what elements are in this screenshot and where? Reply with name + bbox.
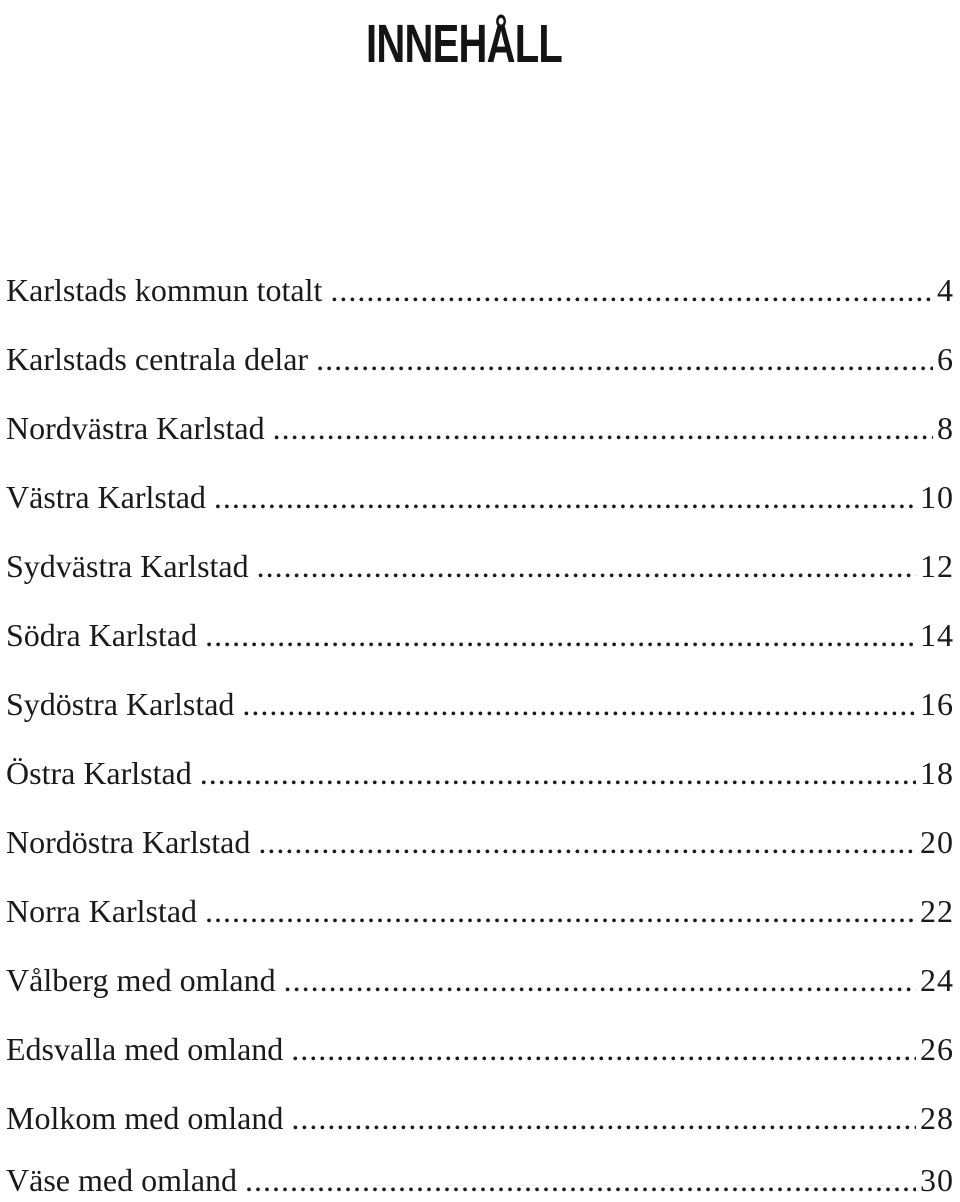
toc-entry-label: Karlstads centrala delar [6, 341, 309, 377]
toc-entry-page: 8 [937, 410, 954, 446]
toc-entry[interactable] [6, 1027, 954, 1071]
toc-entry-page: 12 [920, 548, 954, 584]
toc-entry[interactable] [6, 1158, 954, 1202]
toc-entry-label: Karlstads kommun totalt [6, 272, 323, 308]
toc-entry[interactable] [6, 889, 954, 933]
dot-leader [205, 889, 916, 933]
toc-entry-page: 16 [920, 686, 954, 722]
toc-entry-label: Molkom med omland [6, 1100, 284, 1136]
toc-entry-label: Västra Karlstad [6, 479, 206, 515]
dot-leader [242, 682, 916, 726]
toc-entry[interactable] [6, 268, 954, 312]
dot-leader [284, 958, 916, 1002]
dot-leader [330, 268, 933, 312]
toc-entry-page: 26 [920, 1031, 954, 1067]
toc-entry-page: 18 [920, 755, 954, 791]
toc-entry[interactable] [6, 682, 954, 726]
toc-entry-page: 28 [920, 1100, 954, 1136]
toc-entry-page: 20 [920, 824, 954, 860]
toc-entry-label: Sydöstra Karlstad [6, 686, 235, 722]
toc-entry-label: Södra Karlstad [6, 617, 198, 653]
toc-entry-page: 24 [920, 962, 954, 998]
toc-entry[interactable] [6, 406, 954, 450]
dot-leader [258, 820, 916, 864]
toc-entry-label: Östra Karlstad [6, 755, 192, 791]
toc-entry[interactable] [6, 475, 954, 519]
toc-entry[interactable] [6, 613, 954, 657]
dot-leader [291, 1027, 916, 1071]
toc-entry[interactable] [6, 337, 954, 381]
dot-leader [273, 406, 933, 450]
toc-entry-page: 4 [937, 272, 954, 308]
toc-entry-page: 14 [920, 617, 954, 653]
page-title: INNEHÅLL [366, 14, 563, 74]
toc-entry[interactable] [6, 1096, 954, 1140]
dot-leader [205, 613, 916, 657]
toc-entry-page: 30 [920, 1162, 954, 1198]
toc-entry[interactable] [6, 820, 954, 864]
toc-entry[interactable] [6, 751, 954, 795]
toc-entry-page: 10 [920, 479, 954, 515]
dot-leader [214, 475, 916, 519]
dot-leader [316, 337, 933, 381]
dot-leader [257, 544, 916, 588]
toc-entry[interactable] [6, 958, 954, 1002]
toc-entry-label: Väse med omland [6, 1162, 238, 1198]
toc-entry[interactable] [6, 544, 954, 588]
toc-entry-label: Sydvästra Karlstad [6, 548, 249, 584]
dot-leader [245, 1158, 916, 1202]
toc-entry-page: 22 [920, 893, 954, 929]
toc-entry-label: Vålberg med omland [6, 962, 276, 998]
toc-entry-label: Edsvalla med omland [6, 1031, 284, 1067]
toc-entry-label: Nordvästra Karlstad [6, 410, 265, 446]
dot-leader [200, 751, 916, 795]
toc-entry-label: Nordöstra Karlstad [6, 824, 251, 860]
dot-leader [291, 1096, 916, 1140]
toc-entry-label: Norra Karlstad [6, 893, 198, 929]
toc-entry-page: 6 [937, 341, 954, 377]
